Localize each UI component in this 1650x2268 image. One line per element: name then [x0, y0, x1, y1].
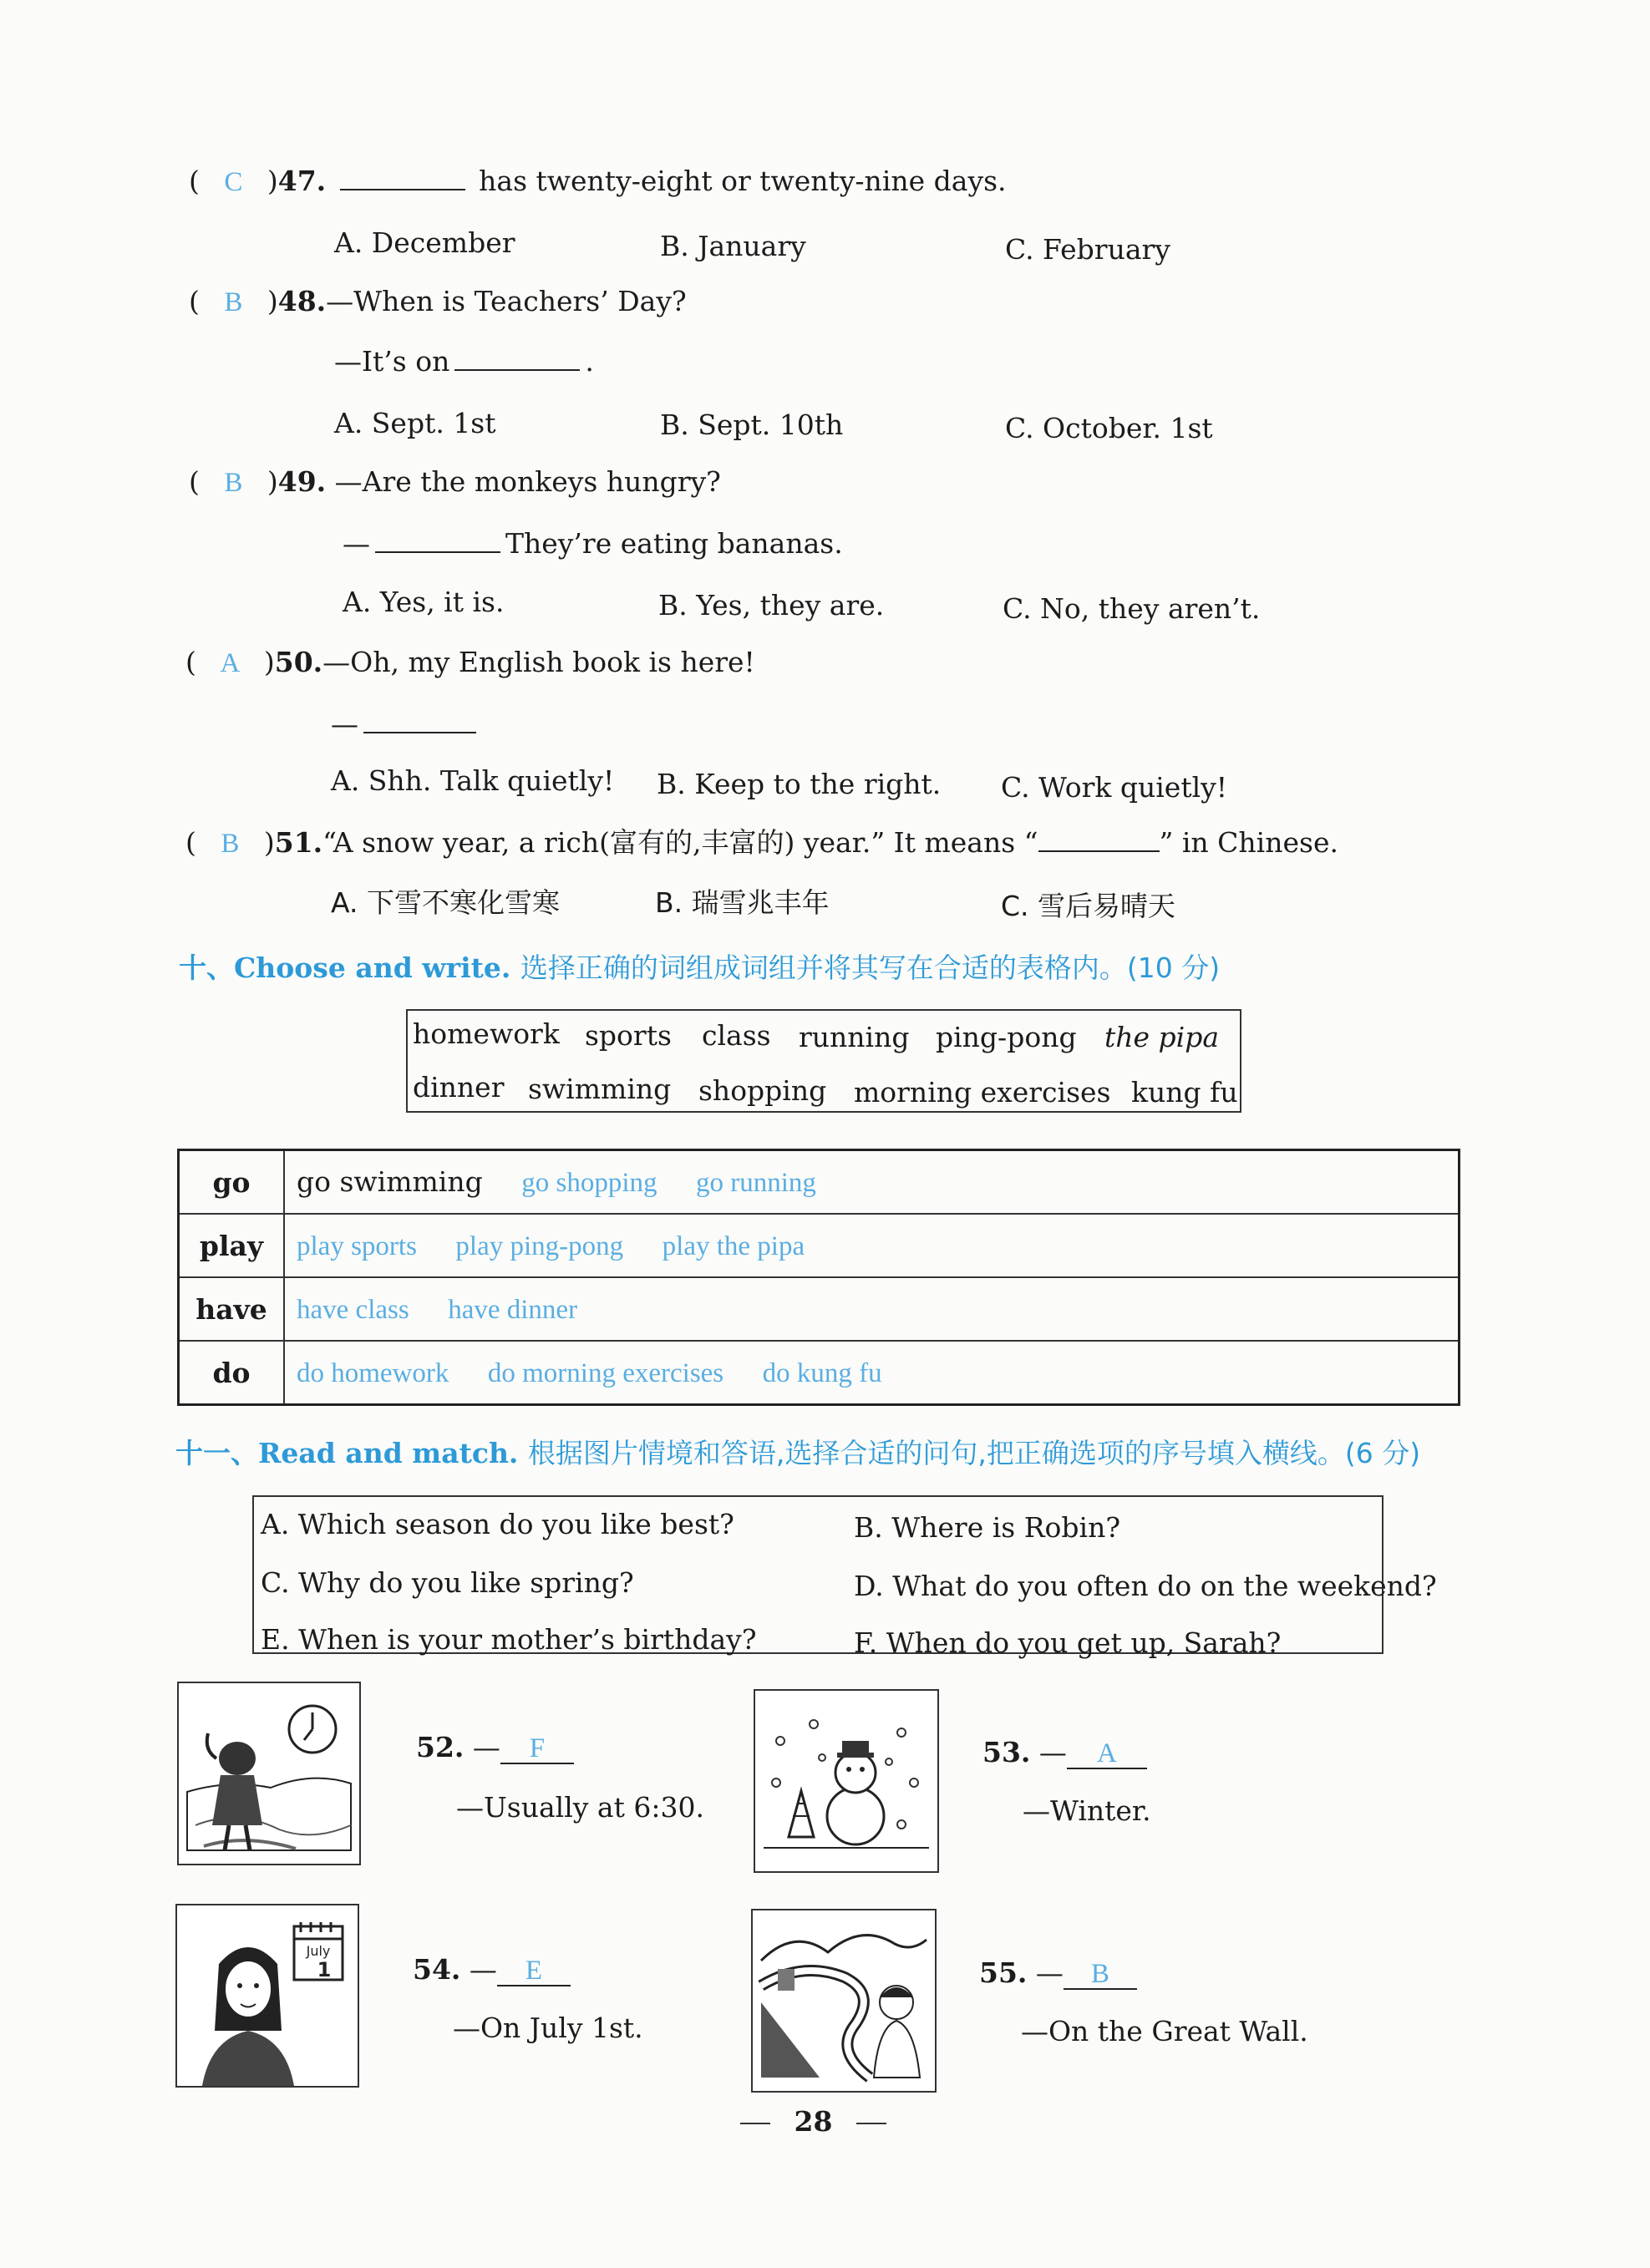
divider [740, 2123, 770, 2124]
word: sports [585, 1019, 672, 1052]
table-row [179, 1277, 1460, 1341]
section-title-cn: 选择正确的词组成词组并将其写在合适的表格内。(10 分) [520, 951, 1221, 984]
reply-text: — [343, 527, 370, 560]
item-number: 53. [982, 1736, 1031, 1768]
answer-phrase: go running [696, 1168, 816, 1198]
question-50-reply [331, 710, 481, 738]
answer-phrase: play sports [297, 1231, 417, 1261]
question-number: 47. [277, 165, 327, 197]
woman-calendar-illustration [177, 1905, 358, 2086]
question-49: ( B )49. —Are the monkeys hungry? [189, 465, 721, 498]
choice: C. Why do you like spring? [261, 1566, 634, 1599]
choice: F. When do you get up, Sarah? [854, 1626, 1282, 1659]
page-number-row [740, 2105, 886, 2138]
phrase-cell [284, 1214, 1460, 1277]
question-48-reply [334, 345, 594, 378]
option-c: C. Work quietly! [1001, 771, 1228, 804]
question-text: —Are the monkeys hungry? [334, 465, 721, 498]
item-number: 52. [416, 1731, 465, 1763]
answer-49: B [224, 468, 243, 498]
answer-blank [1038, 850, 1160, 852]
option-a: A. Yes, it is. [343, 586, 505, 618]
given-phrase: go swimming [297, 1165, 483, 1198]
item-52: 52. — F [416, 1733, 574, 1764]
question-text: —When is Teachers’ Day? [326, 285, 687, 317]
option-b: B. January [660, 230, 806, 262]
option-c: C. October. 1st [1005, 412, 1213, 444]
reply-text: —It’s on [334, 345, 450, 378]
option-a: A. 下雪不寒化雪寒 [331, 886, 560, 919]
word: homework [413, 1017, 560, 1050]
question-47: ( C )47. has twenty-eight or twenty-nine days. [189, 165, 1007, 197]
word: shopping [698, 1074, 827, 1107]
verb-cell: do [179, 1341, 285, 1405]
question-number: 48. [277, 285, 327, 317]
answer-50: A [220, 648, 241, 678]
reply-53: —Winter. [1023, 1794, 1151, 1827]
word: morning exercises [854, 1076, 1111, 1109]
section-title-en: 十一、Read and match. [175, 1437, 519, 1469]
choice: B. Where is Robin? [854, 1511, 1121, 1544]
word: swimming [528, 1073, 672, 1105]
section-11-title [175, 1432, 1420, 1471]
phrase-cell [284, 1150, 1460, 1215]
question-number: 50. [274, 646, 323, 678]
option-b: B. Keep to the right. [657, 768, 942, 800]
question-text: —Oh, my English book is here! [322, 646, 755, 678]
answer-52: F [500, 1735, 574, 1764]
option-b: B. 瑞雪兆丰年 [655, 886, 830, 919]
option-b: B. Sept. 10th [660, 408, 844, 441]
section-title-en: 十、Choose and write. [179, 951, 511, 984]
item-number: 55. [979, 1956, 1028, 1989]
option-c: C. February [1005, 233, 1170, 266]
divider [856, 2123, 886, 2124]
answer-phrase: have dinner [448, 1295, 578, 1325]
answer-phrase: do kung fu [762, 1358, 882, 1388]
picture-52 [177, 1682, 361, 1865]
great-wall-illustration [753, 1910, 935, 2091]
choice: E. When is your mother’s birthday? [261, 1623, 757, 1656]
item-55: 55. — B [979, 1959, 1137, 1990]
answer-51: B [221, 829, 240, 859]
answer-phrase: play ping-pong [455, 1231, 624, 1261]
option-a: A. Sept. 1st [334, 407, 496, 439]
answer-phrase: go shopping [521, 1168, 657, 1198]
answer-48: B [224, 287, 243, 317]
verb-cell: have [179, 1277, 285, 1341]
word: dinner [413, 1071, 505, 1104]
girl-clock-illustration [179, 1683, 359, 1864]
question-50: ( A )50.—Oh, my English book is here! [185, 646, 755, 678]
question-number: 51. [274, 826, 323, 859]
answer-47: C [224, 167, 243, 197]
choice: A. Which season do you like best? [261, 1508, 734, 1540]
question-49-reply [343, 527, 843, 560]
answer-blank [375, 551, 500, 553]
table-row [179, 1341, 1460, 1405]
reply-text: — [331, 708, 358, 740]
word: class [702, 1019, 771, 1052]
answer-phrase: have class [297, 1295, 409, 1325]
choice: D. What do you often do on the weekend? [854, 1570, 1437, 1602]
answer-phrase: do homework [297, 1358, 449, 1388]
option-c: C. No, they aren’t. [1003, 592, 1261, 625]
verb-cell: go [179, 1150, 285, 1215]
reply-text: They’re eating bananas. [505, 527, 843, 560]
item-number: 54. [413, 1953, 461, 1986]
question-text: “A snow year, a rich(富有的,丰富的) year.” It means “ [322, 826, 1038, 859]
answer-53: A [1067, 1740, 1147, 1769]
picture-54 [175, 1904, 359, 2088]
reply-52: —Usually at 6:30. [456, 1791, 704, 1824]
question-number: 49. [277, 465, 327, 498]
reply-text: . [585, 345, 594, 378]
phrase-cell [284, 1341, 1460, 1405]
question-choices-box [252, 1495, 1437, 1659]
question-48: ( B )48.—When is Teachers’ Day? [189, 285, 687, 317]
word: ping-pong [936, 1021, 1077, 1053]
answer-phrase: do morning exercises [487, 1358, 724, 1388]
answer-blank [454, 369, 580, 371]
question-text: ” in Chinese. [1159, 826, 1338, 859]
item-54: 54. — E [413, 1956, 571, 1986]
calendar-day: 1 [317, 1958, 332, 1981]
word: the pipa [1104, 1021, 1220, 1053]
section-title-cn: 根据图片情境和答语,选择合适的问句,把正确选项的序号填入横线。(6 分) [527, 1437, 1421, 1469]
picture-55 [751, 1909, 937, 2093]
word: kung fu [1131, 1076, 1238, 1109]
phrase-table [177, 1149, 1460, 1406]
phrase-cell [284, 1277, 1460, 1341]
reply-55: —On the Great Wall. [1021, 2015, 1308, 2047]
snowman-illustration [755, 1691, 937, 1871]
question-51: ( B )51.“A snow year, a rich(富有的,丰富的) year.” It means “ ” in Chinese. [185, 826, 1338, 859]
calendar-month: July [306, 1943, 331, 1959]
answer-blank [340, 189, 465, 190]
option-a: A. December [334, 226, 515, 259]
option-a: A. Shh. Talk quietly! [331, 764, 615, 797]
item-53: 53. — A [982, 1738, 1147, 1769]
answer-phrase: play the pipa [662, 1231, 805, 1261]
verb-cell: play [179, 1214, 285, 1277]
table-row [179, 1214, 1460, 1277]
picture-53 [754, 1689, 939, 1873]
option-b: B. Yes, they are. [658, 589, 885, 622]
table-row [179, 1150, 1460, 1215]
reply-54: —On July 1st. [453, 2012, 643, 2044]
section-10-title [179, 946, 1220, 986]
page-number: 28 [794, 2105, 833, 2138]
word: running [799, 1021, 910, 1053]
option-c: C. 雪后易晴天 [1001, 890, 1176, 922]
answer-55: B [1064, 1961, 1137, 1990]
answer-blank [363, 732, 476, 733]
answer-54: E [497, 1957, 571, 1986]
word-box [406, 1009, 1241, 1113]
question-text: has twenty-eight or twenty-nine days. [479, 165, 1007, 197]
